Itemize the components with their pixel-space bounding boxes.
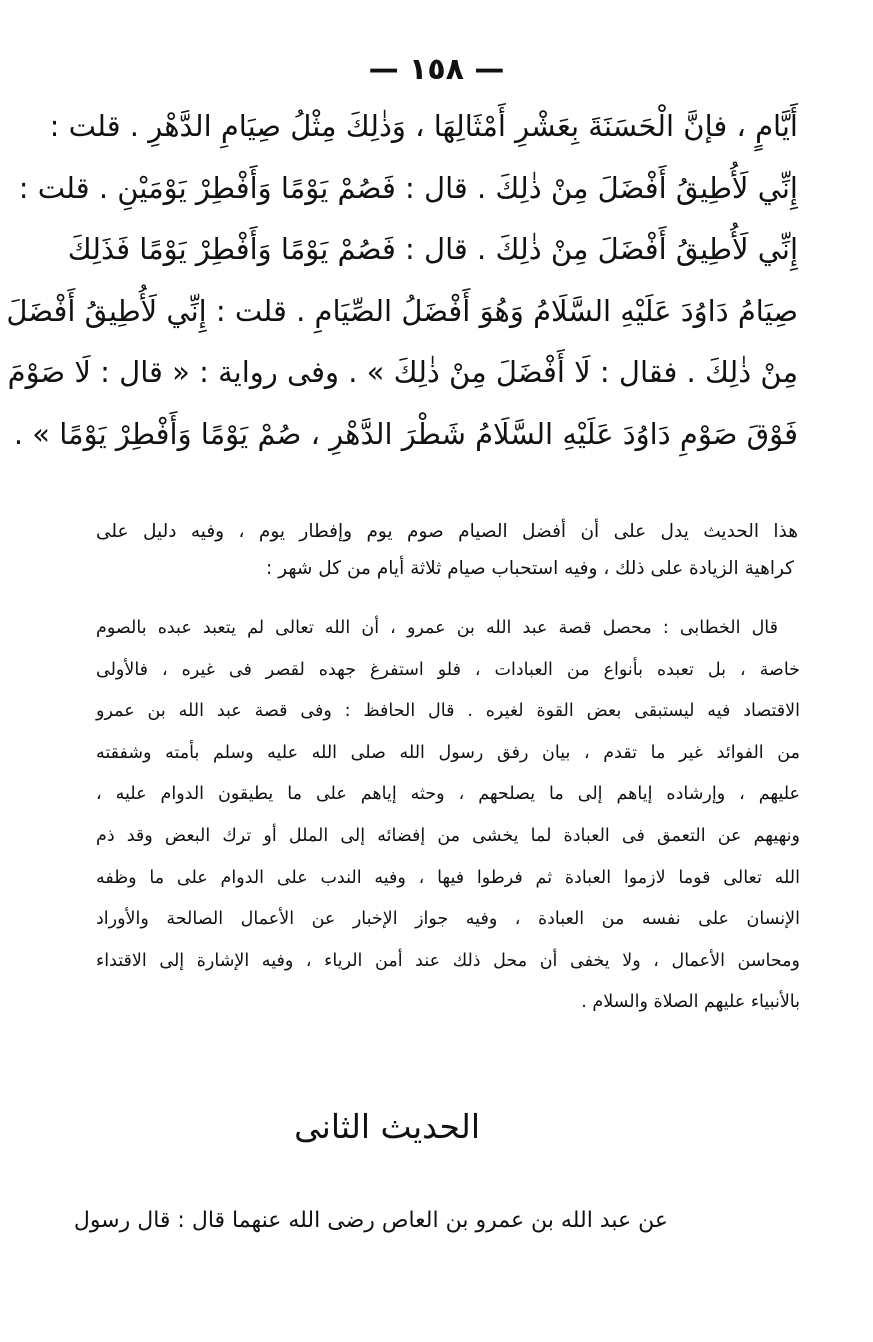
commentary-line: هذا الحديث يدل على أن أفضل الصيام صوم يوم وإفطار يوم ، وفيه دليل على: [96, 521, 798, 542]
page-number: — ١٥٨ —: [368, 52, 505, 87]
commentary-line: قال الخطابى : محصل قصة عبد الله بن عمرو ، أن الله تعالى لم يتعبد عبده بالصوم: [96, 618, 778, 638]
section-title: [0, 1107, 800, 1146]
commentary-line: من الفوائد غير ما تقدم ، بيان رفق رسول الله صلى الله عليه وسلم بأمته وشفقته: [96, 742, 800, 763]
commentary-line: عليهم ، وإرشاده إياهم إلى ما يصلحهم ، وحثه إياهم على ما يطيقون الدوام عليه ،: [96, 784, 800, 805]
commentary-intro-paragraph: [96, 513, 798, 587]
commentary-line: الإنسان على نفسه من العبادة ، وفيه جواز الإخبار عن الأعمال الصالحة والأوراد: [96, 909, 800, 930]
commentary-line: كراهية الزيادة على ذلك ، وفيه استحباب صيام ثلاثة أيام من كل شهر :: [266, 558, 794, 579]
commentary-line: ونهيهم عن التعمق فى العبادة لما يخشى من إفضائه إلى الملل أو ترك البعض وقد ذم: [96, 825, 800, 846]
commentary-line: ومحاسن الأعمال ، ولا يخفى أن محل ذلك عند أمن الرياء ، وفيه الإشارة إلى الاقتداء: [96, 950, 800, 971]
commentary-main-paragraph: [96, 608, 800, 1024]
section-title-text: الحديث الثانى: [294, 1107, 480, 1146]
hadith-line: فَوْقَ صَوْمِ دَاوُدَ عَلَيْهِ السَّلَامُ شَطْرَ الدَّهْرِ ، صُمْ يَوْمًا وَأَفْطِرْ يَوْمًا » .: [13, 416, 798, 451]
hadith-line: صِيَامُ دَاوُدَ عَلَيْهِ السَّلَامُ وَهُوَ أَفْضَلُ الصِّيَامِ . قلت : إِنِّي لَأُطِيقُ أَفْضَلَ: [6, 293, 798, 328]
hadith-text-block: [6, 96, 798, 465]
commentary-line: خاصة ، بل تعبده بأنواع من العبادات ، فلو استفرغ جهده لقصر فى غيره ، فالأولى: [96, 659, 800, 680]
commentary-line: الاقتصاد فيه ليستبقى بعض القوة لغيره . قال الحافظ : وفى قصة عبد الله بن عمرو: [96, 701, 800, 722]
next-hadith-opening-line: عن عبد الله بن عمرو بن العاص رضى الله عنهما قال : قال رسول: [73, 1208, 668, 1233]
commentary-line: الله تعالى قوما لازموا العبادة ثم فرطوا فيها ، وفيه الندب على الدوام على ما وظفه: [96, 867, 800, 888]
commentary-line: بالأنبياء عليهم الصلاة والسلام .: [581, 992, 800, 1013]
hadith-line: أَيَّامٍ ، فإنَّ الْحَسَنَةَ بِعَشْرِ أَمْثَالِهَا ، وَذٰلِكَ مِثْلُ صِيَامِ الدَّهْرِ . قلت :: [49, 109, 798, 143]
hadith-line: إِنِّي لَأُطِيقُ أَفْضَلَ مِنْ ذٰلِكَ . قال : فَصُمْ يَوْمًا وَأَفْطِرْ يَوْمًا فَذَلِكَ: [67, 232, 798, 266]
hadith-line: مِنْ ذٰلِكَ . فقال : لَا أَفْضَلَ مِنْ ذٰلِكَ » . وفى رواية : « قال : لَا صَوْمَ: [7, 355, 798, 389]
hadith-line: إِنِّي لَأُطِيقُ أَفْضَلَ مِنْ ذٰلِكَ . قال : فَصُمْ يَوْمًا وَأَفْطِرْ يَوْمَيْنِ . قلت :: [18, 170, 798, 205]
